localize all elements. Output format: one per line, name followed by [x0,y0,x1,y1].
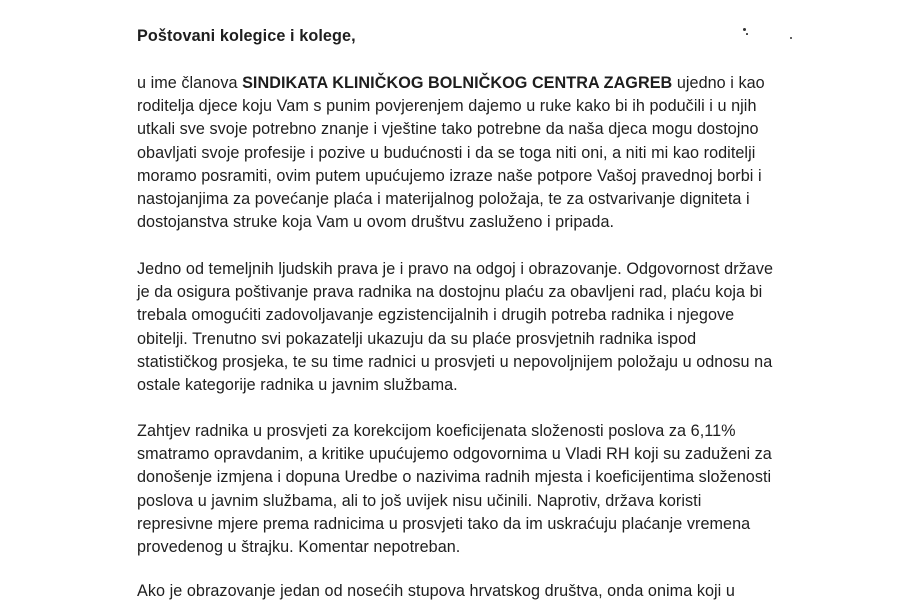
paragraph-line: trebala omogućiti zadovoljavanje egzistencijalnih i drugih potreba radnika i njegove [137,306,735,325]
paragraph-line: poslova u javnim službama, ali to još uvijek nisu učinili. Naprotiv, država koristi [137,491,702,510]
paragraph-line: provedenog u štrajku. Komentar nepotreban. [137,538,461,557]
paragraph-line: je da osigura poštivanje prava radnika na dostojnu plaću za obavljeni rad, plaću koja bi [137,283,763,302]
letter-greeting: Poštovani kolegice i kolege, [137,27,356,45]
paragraph-4 [137,580,877,600]
text-run: ujedno i kao [672,74,765,92]
scan-speck [746,33,748,35]
paragraph-line: represivne mjere prema radnicima u prosvjeti tako da im uskraćuju plaćanje vremena [137,514,751,533]
paragraph-line: Ako je obrazovanje jedan od nosećih stupova hrvatskog društva, onda onima koji u [137,582,735,600]
paragraph-line: nastojanjima za povećanje plaća i materijalnog položaja, te za ostvarivanje digniteta i [137,190,750,209]
scan-speck [790,37,792,39]
paragraph-3 [137,420,877,559]
paragraph-line: smatramo opravdanim, a kritike upućujemo odgovornima u Vladi RH koji su zaduženi za [137,445,772,464]
paragraph-line: roditelja djece koju Vam s punim povjerenjem dajemo u ruke kako bi ih podučili i u njih [137,97,757,116]
paragraph-line: dostojanstva struke koja Vam u ovom društvu zasluženo i pripada. [137,213,615,232]
paragraph-line: Jedno od temeljnih ljudskih prava je i pravo na odgoj i obrazovanje. Odgovornost države [137,260,774,278]
paragraph-2 [137,258,877,397]
paragraph-line: ostale kategorije radnika u javnim službama. [137,376,458,395]
paragraph-line: utkali sve svoje potrebno znanje i vještine tako potrebne da naša djeca mogu dostojno [137,120,759,139]
paragraph-line: obavljati svoje profesije i pozive u budućnosti i da se toga niti oni, a niti mi kao roditelji [137,143,756,162]
text-run: u ime članova [137,74,243,92]
paragraph-line: donošenje izmjena i dopuna Uredbe o nazivima radnih mjesta i koeficijentima složenosti [137,468,772,487]
union-name: SINDIKATA KLINIČKOG BOLNIČKOG CENTRA ZAGREB [242,74,673,92]
paragraph-line: Zahtjev radnika u prosvjeti za korekcijom koeficijenata složenosti poslova za 6,11% [137,422,736,440]
paragraph-1 [137,72,877,234]
scan-speck [743,28,746,31]
paragraph-line: moramo posramiti, ovim putem upućujemo izraze naše potpore Vašoj pravednoj borbi i [137,166,762,185]
paragraph-line [137,72,877,95]
paragraph-line: obitelji. Trenutno svi pokazatelji ukazuju da su plaće prosvjetnih radnika ispod [137,329,697,348]
paragraph-line: statističkog prosjeka, te su time radnici u prosvjeti u nepovoljnijem položaju u odnosu na [137,352,773,371]
